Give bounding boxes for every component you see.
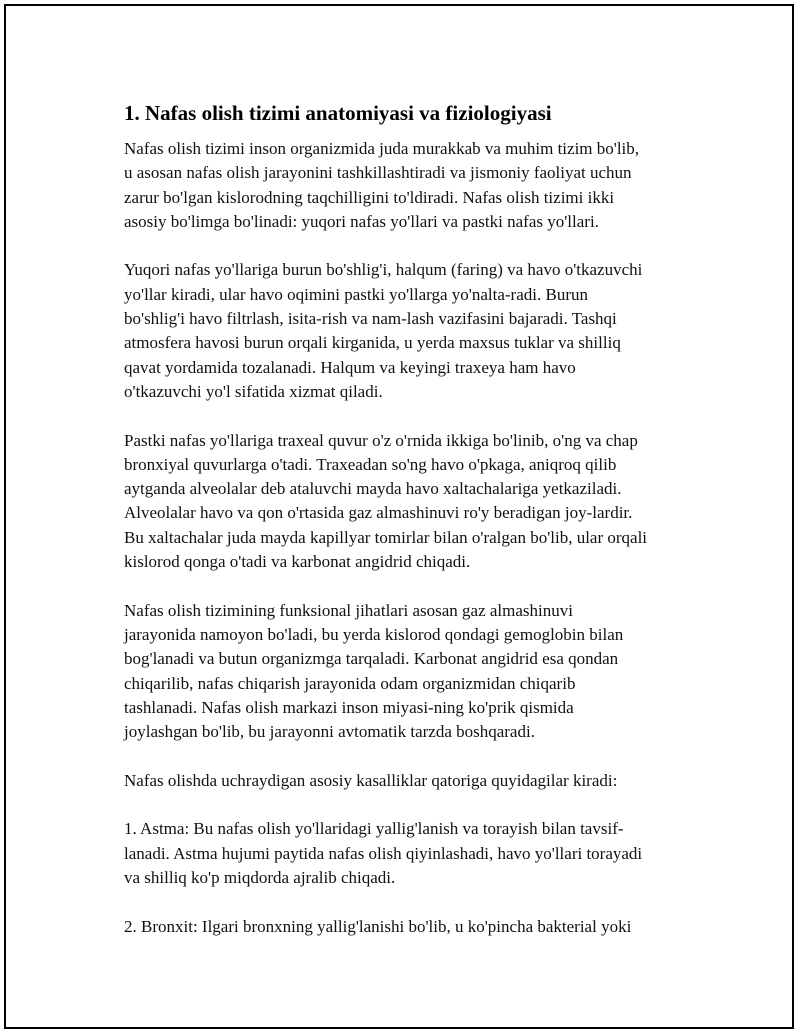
page-frame <box>4 4 794 1029</box>
paragraph-upper-airways: Yuqori nafas yo'llariga burun bo'shlig'i, halqum (faring) va havo o'tkazuvchi yo'llar kiradi, ular havo oqimini pastki yo'llarga yo'nalta-radi. Burun bo'shlig'i havo filtrlash, isita-rish va nam-lash vazifasini bajaradi. Tashqi atmosfera havosi burun orqali kirganida, u yerda maxsus tuklar va shilliq qavat yordamida tozalanadi. Halqum va keyingi traxeya ham havo o'tkazuvchi yo'l sifatida xizmat qiladi. <box>124 260 643 401</box>
document-body <box>120 92 700 963</box>
list-item-asthma: 1. Astma: Bu nafas olish yo'llaridagi yallig'lanish va torayish bilan tavsif- lanadi. Astma hujumi paytida nafas olish qiyinlashadi, havo yo'llari torayadi va shilliq ko'p miqdorda ajralib chiqadi. <box>124 819 643 887</box>
paragraph-function: Nafas olish tizimining funksional jihatlari asosan gaz almashinuvi jarayonida namoyon bo'ladi, bu yerda kislorod qondagi gemoglobin bilan bog'lanadi va butun organizmga tarqaladi. Karbonat angidrid esa qondan chiqarilib, nafas chiqarish jarayonida odam organizmidan chiqarib tashlanadi. Nafas olish markazi inson miyasi-ning ko'prik qismida joylashgan bo'lib, bu jarayonni avtomatik tarzda boshqaradi. <box>124 600 624 742</box>
paragraph-overview: Nafas olish tizimi inson organizmida juda murakkab va muhim tizim bo'lib, u asosan nafas olish jarayonini tashkillashtiradi va jismoniy faoliyat uchun zarur bo'lgan kislorodning taqchilligini to'ldiradi. Nafas olish tizimi ikki asosiy bo'limga bo'linadi: yuqori nafas yo'llari va pastki nafas yo'llari. <box>124 139 640 231</box>
list-item-bronchitis: 2. Bronxit: Ilgari bronxning yallig'lanishi bo'lib, u ko'pincha bakterial yoki <box>124 916 632 936</box>
section-heading: 1. Nafas olish tizimi anatomiyasi va fiziologiyasi <box>124 101 552 125</box>
paragraph-diseases-intro: Nafas olishda uchraydigan asosiy kasalliklar qatoriga quyidagilar kiradi: <box>124 770 618 790</box>
paragraph-lower-airways: Pastki nafas yo'llariga traxeal quvur o'z o'rnida ikkiga bo'linib, o'ng va chap bronxiyal quvurlarga o'tadi. Traxeadan so'ng havo o'pkaga, aniqroq qilib aytganda alveolalar deb ataluvchi mayda havo xaltachalariga yetkaziladi. Alveolalar havo va qon o'rtasida gaz almashinuvi ro'y beradigan joy-lardir. Bu xaltachalar juda mayda kapillyar tomirlar bilan o'ralgan bo'lib, ular orqali kislorod qonga o'tadi va karbonat angidrid chiqadi. <box>124 430 648 572</box>
